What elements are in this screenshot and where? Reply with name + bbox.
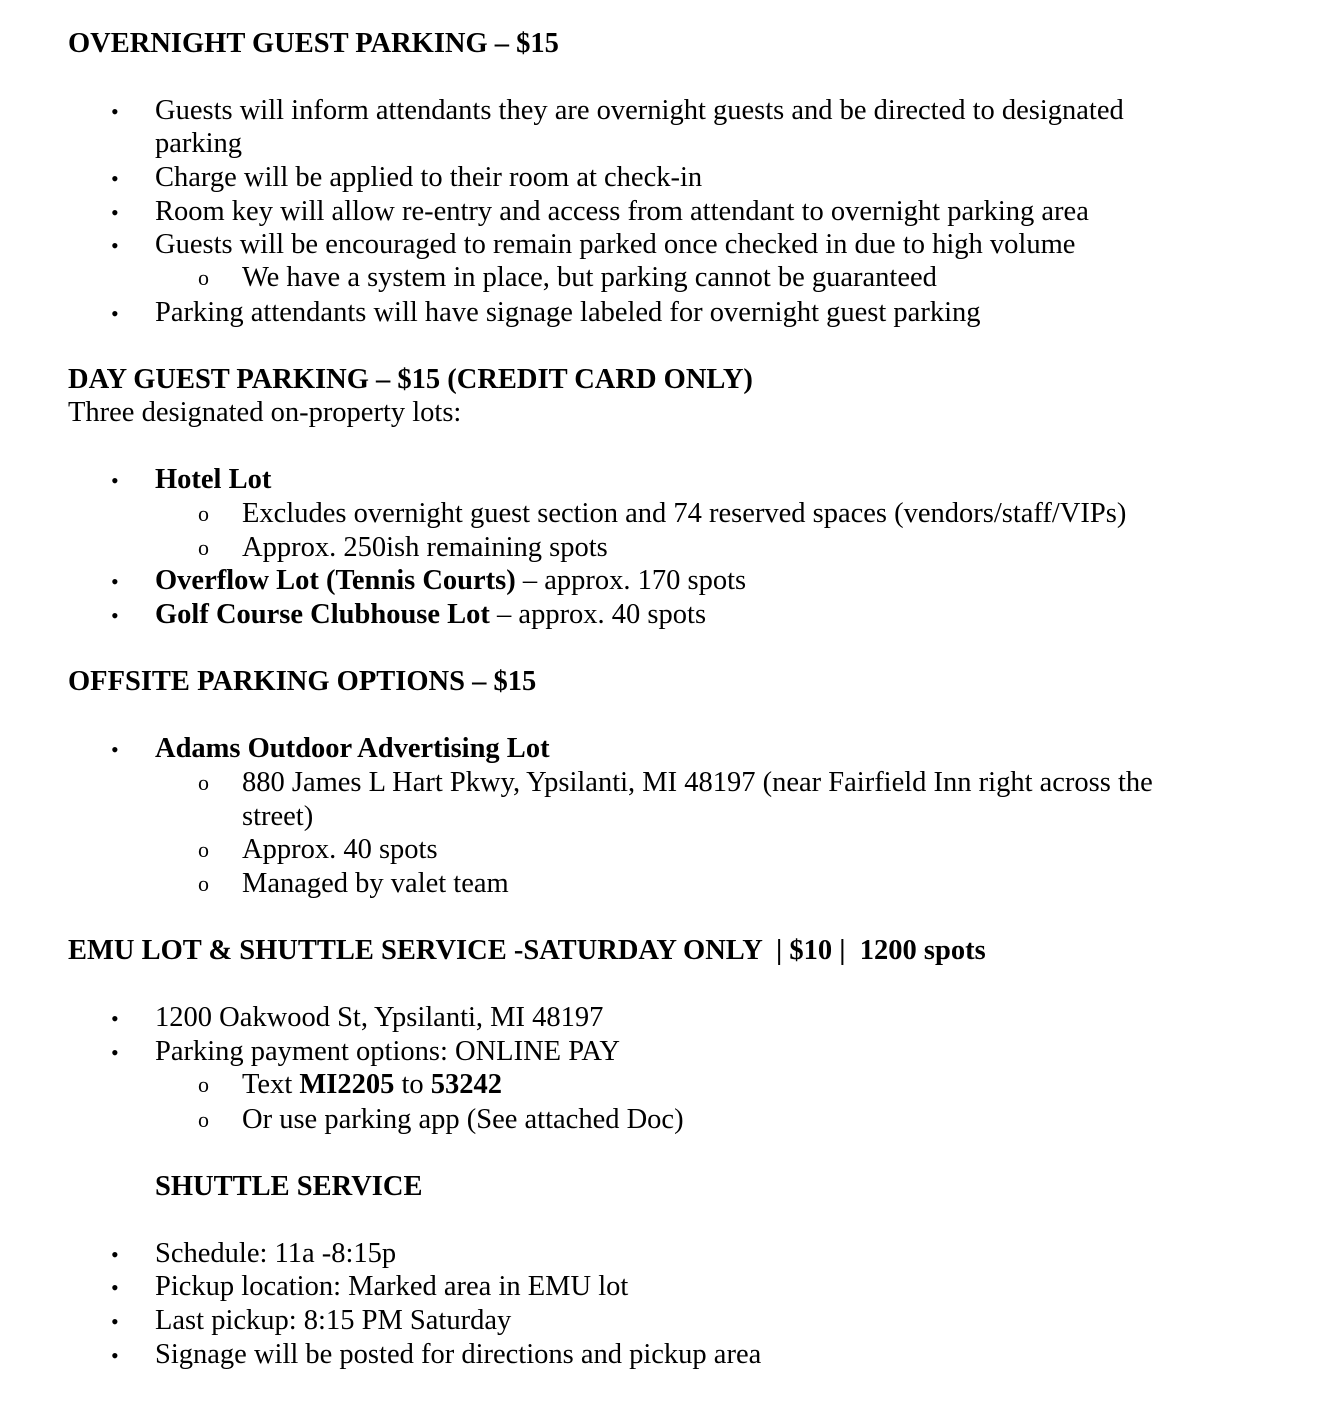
shuttle-pickup: Pickup location: Marked area in EMU lot [155,1271,629,1302]
adams-lot: Adams Outdoor Advertising Lot [155,733,550,764]
overflow-lot-name: Overflow Lot (Tennis Courts) [155,565,516,596]
sub-bullet: o [198,871,209,896]
sub-bullet: o [198,770,209,795]
overflow-lot-detail: – approx. 170 spots [515,565,747,596]
overnight-item-4-sub: We have a system in place, but parking cannot be guaranteed [242,262,937,293]
day-intro: Three designated on-property lots: [68,397,462,428]
bullet: • [111,569,119,594]
text-code: MI2205 [299,1069,395,1100]
bullet: • [111,468,119,493]
shuttle-signage: Signage will be posted for directions and pickup area [155,1339,762,1370]
sub-bullet: o [198,1072,209,1097]
golf-lot [155,598,706,632]
bullet: • [111,1275,119,1300]
overnight-item-1: Guests will inform attendants they are overnight guests and be directed to designated [155,95,1124,126]
emu-text-option [242,1068,502,1102]
overnight-item-4: Guests will be encouraged to remain parked once checked in due to high volume [155,229,1076,260]
shuttle-schedule: Schedule: 11a -8:15p [155,1238,397,1269]
section-heading-day: DAY GUEST PARKING – $15 (CREDIT CARD ONLY) [68,364,753,395]
hotel-lot-sub-1: Excludes overnight guest section and 74 reserved spaces (vendors/staff/VIPs) [242,498,1127,529]
bullet: • [111,233,119,258]
overnight-item-2: Charge will be applied to their room at check-in [155,162,703,193]
hotel-lot-sub-2: Approx. 250ish remaining spots [242,532,608,563]
bullet: • [111,603,119,628]
overnight-item-5: Parking attendants will have signage labeled for overnight guest parking [155,297,981,328]
sub-bullet: o [198,837,209,862]
sub-bullet: o [198,265,209,290]
emu-address: 1200 Oakwood St, Ypsilanti, MI 48197 [155,1002,604,1033]
bullet: • [111,166,119,191]
shuttle-last: Last pickup: 8:15 PM Saturday [155,1305,512,1336]
bullet: • [111,737,119,762]
section-heading-offsite: OFFSITE PARKING OPTIONS – $15 [68,666,537,697]
bullet: • [111,1006,119,1031]
golf-lot-name: Golf Course Clubhouse Lot [155,599,490,630]
sub-bullet: o [198,535,209,560]
text-mid: to [394,1069,431,1100]
bullet: • [111,301,119,326]
adams-managed: Managed by valet team [242,868,509,899]
overnight-item-1-cont: parking [155,128,243,159]
text-number: 53242 [430,1069,503,1100]
overnight-item-3: Room key will allow re-entry and access from attendant to overnight parking area [155,196,1089,227]
section-heading-emu: EMU LOT & SHUTTLE SERVICE -SATURDAY ONLY | $10 | 1200 spots [68,935,986,966]
section-heading-shuttle: SHUTTLE SERVICE [155,1171,423,1202]
section-heading-overnight: OVERNIGHT GUEST PARKING – $15 [68,28,559,59]
adams-address-cont: street) [242,801,314,832]
adams-spots: Approx. 40 spots [242,834,438,865]
sub-bullet: o [198,501,209,526]
bullet: • [111,99,119,124]
adams-address: 880 James L Hart Pkwy, Ypsilanti, MI 48197 (near Fairfield Inn right across the [242,767,1153,798]
golf-lot-detail: – approx. 40 spots [489,599,707,630]
bullet: • [111,1309,119,1334]
hotel-lot: Hotel Lot [155,464,272,495]
text-prefix: Text [242,1069,300,1100]
bullet: • [111,200,119,225]
sub-bullet: o [198,1107,209,1132]
bullet: • [111,1343,119,1368]
emu-payment: Parking payment options: ONLINE PAY [155,1036,620,1067]
emu-app-option: Or use parking app (See attached Doc) [242,1104,684,1135]
bullet: • [111,1040,119,1065]
overflow-lot [155,564,746,598]
bullet: • [111,1242,119,1267]
